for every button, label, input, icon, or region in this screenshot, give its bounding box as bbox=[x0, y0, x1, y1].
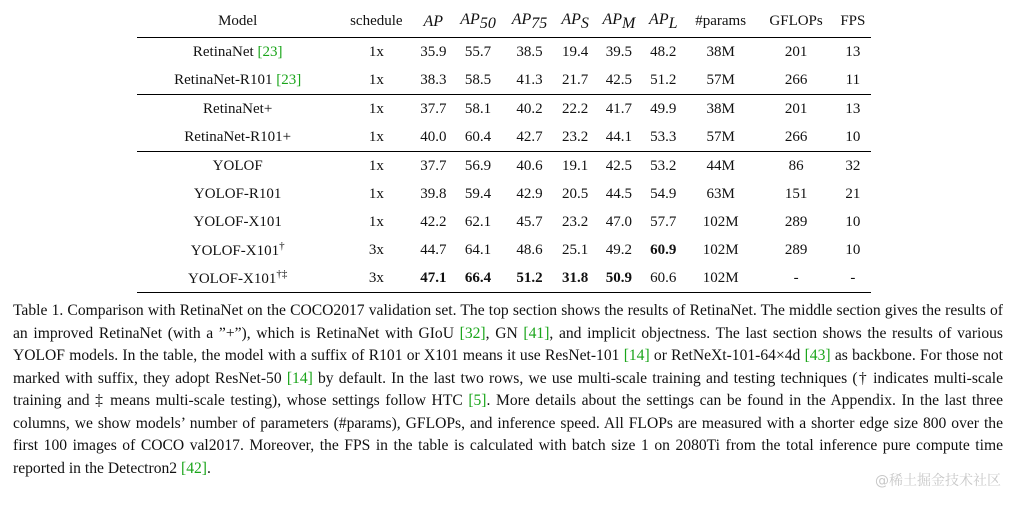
table-cell: 49.2 bbox=[605, 241, 633, 258]
table-cell: 39.8 bbox=[420, 185, 447, 202]
table-cell: 49.9 bbox=[643, 95, 684, 124]
table-cell: 20.5 bbox=[562, 185, 589, 202]
table-cell: 55.7 bbox=[464, 43, 492, 60]
table-cell: 62.1 bbox=[464, 213, 492, 230]
table-header bbox=[137, 6, 871, 38]
table-cell: 35.9 bbox=[420, 43, 447, 60]
model-name-cell bbox=[137, 95, 338, 124]
caption-text: Table 1. Comparison with RetinaNet on the COCO2017 validation set. The top section shows the results of RetinaNet. The middle section gives the results of an improved RetinaNet (with a ”+”), which is RetinaNet with GIoU bbox=[13, 302, 1003, 342]
table-cell: 21 bbox=[845, 185, 861, 202]
table-cell: 57M bbox=[706, 71, 735, 88]
column-header: FPS bbox=[840, 13, 866, 29]
table-row bbox=[137, 38, 871, 67]
table-cell: 266 bbox=[784, 71, 808, 88]
citation-link[interactable]: [23] bbox=[257, 43, 283, 60]
column-header-label: AP bbox=[460, 10, 480, 28]
table-cell: 37.7 bbox=[414, 152, 452, 181]
table-cell: 42.9 bbox=[516, 185, 543, 202]
model-name-cell bbox=[137, 123, 338, 152]
table-cell: 1x bbox=[368, 43, 384, 60]
column-header-label: AP bbox=[602, 10, 622, 28]
model-name-cell bbox=[137, 208, 338, 236]
table-section bbox=[137, 38, 871, 95]
column-header: #params bbox=[695, 13, 747, 29]
model-name: YOLOF-X101 bbox=[188, 271, 277, 287]
table-row bbox=[137, 95, 871, 124]
table-cell: 1x bbox=[338, 95, 414, 124]
column-header-subscript: M bbox=[622, 14, 636, 32]
model-name-cell bbox=[137, 38, 338, 67]
model-name-cell bbox=[137, 152, 338, 181]
model-name: RetinaNet+ bbox=[203, 100, 273, 117]
results-table-container bbox=[137, 6, 871, 293]
table-cell: 38.5 bbox=[516, 43, 543, 60]
table-cell: 57.7 bbox=[650, 213, 677, 230]
table-cell: 38.3 bbox=[420, 71, 447, 88]
table-row bbox=[137, 123, 871, 152]
column-header bbox=[643, 6, 684, 38]
table-row bbox=[137, 66, 871, 95]
table-cell: 41.7 bbox=[595, 95, 643, 124]
table-cell: 41.3 bbox=[516, 71, 543, 88]
table-cell: 60.4 bbox=[464, 128, 492, 145]
column-header bbox=[414, 6, 452, 38]
citation-link[interactable]: [41] bbox=[523, 324, 550, 342]
table-cell: 44.7 bbox=[420, 241, 447, 258]
watermark: @稀土掘金技术社区 bbox=[875, 473, 1001, 489]
table-cell: 40.2 bbox=[504, 95, 555, 124]
citation-link[interactable]: [14] bbox=[623, 347, 650, 364]
column-header-label: AP bbox=[561, 10, 581, 28]
table-row bbox=[137, 208, 871, 236]
column-header-subscript: 50 bbox=[479, 14, 496, 32]
model-name-cell bbox=[137, 66, 338, 95]
table-cell: 47.1 bbox=[414, 264, 452, 293]
table-row bbox=[137, 180, 871, 208]
table-cell: 201 bbox=[784, 43, 808, 60]
column-header-label: AP bbox=[511, 10, 532, 28]
table-cell: 39.5 bbox=[605, 43, 633, 60]
table-cell: 201 bbox=[757, 95, 834, 124]
table-cell: 22.2 bbox=[555, 95, 595, 124]
table-cell: 53.2 bbox=[643, 152, 684, 181]
column-header bbox=[452, 6, 503, 38]
table-cell: 37.7 bbox=[414, 95, 452, 124]
column-header-label: AP bbox=[649, 10, 669, 28]
table-cell: 11 bbox=[845, 71, 861, 88]
table-cell: 57M bbox=[706, 128, 735, 145]
table-cell: 13 bbox=[835, 95, 871, 124]
table-cell: 60.9 bbox=[650, 241, 677, 258]
table-cell: 51.2 bbox=[504, 264, 555, 293]
table-cell: 25.1 bbox=[562, 241, 589, 258]
table-cell: 19.1 bbox=[555, 152, 595, 181]
table-cell: 102M bbox=[702, 241, 739, 258]
table-cell: 1x bbox=[338, 152, 414, 181]
table-row bbox=[137, 264, 871, 293]
table-cell: 50.9 bbox=[595, 264, 643, 293]
table-cell: 60.6 bbox=[643, 264, 684, 293]
comparison-table bbox=[137, 6, 871, 293]
table-cell: 289 bbox=[784, 213, 808, 230]
model-name: RetinaNet bbox=[192, 43, 258, 60]
table-section bbox=[137, 95, 871, 152]
table-cell: 56.9 bbox=[452, 152, 503, 181]
caption-text: as backbone. For those not marked with suffix, they adopt ResNet-50 bbox=[13, 347, 1003, 387]
table-cell: 10 bbox=[845, 241, 861, 258]
column-header bbox=[555, 6, 595, 38]
table-cell: 42.2 bbox=[420, 213, 447, 230]
table-cell: 21.7 bbox=[562, 71, 589, 88]
table-cell: 266 bbox=[784, 128, 808, 145]
citation-link[interactable]: [43] bbox=[804, 347, 831, 364]
table-cell: 1x bbox=[368, 71, 384, 88]
table-cell: 64.1 bbox=[464, 241, 492, 258]
table-section bbox=[137, 152, 871, 293]
table-cell: 40.6 bbox=[504, 152, 555, 181]
table-cell: 38M bbox=[706, 43, 735, 60]
table-cell: 40.0 bbox=[420, 128, 447, 145]
model-name-cell bbox=[137, 264, 338, 293]
model-name: RetinaNet-R101+ bbox=[184, 128, 292, 145]
table-cell: 42.5 bbox=[605, 71, 633, 88]
table-cell: 23.2 bbox=[562, 213, 589, 230]
table-cell: 42.7 bbox=[516, 128, 543, 145]
caption-text: , GN bbox=[485, 324, 524, 342]
column-header: GFLOPs bbox=[769, 13, 823, 29]
citation-link[interactable]: [42] bbox=[181, 459, 207, 477]
caption-text: or RetNeXt-101-64×4d bbox=[649, 347, 805, 364]
table-cell: 19.4 bbox=[562, 43, 589, 60]
table-cell: 151 bbox=[784, 185, 808, 202]
table-cell: 63M bbox=[706, 185, 735, 202]
table-cell: 13 bbox=[845, 43, 861, 60]
header-row bbox=[137, 6, 871, 38]
table-cell: 45.7 bbox=[516, 213, 543, 230]
table-cell: 47.0 bbox=[605, 213, 633, 230]
column-header: Model bbox=[218, 13, 258, 29]
table-cell: - bbox=[757, 264, 834, 293]
model-superscript: † bbox=[279, 240, 285, 252]
table-cell: 86 bbox=[757, 152, 834, 181]
citation-link[interactable]: [23] bbox=[276, 71, 302, 88]
table-cell: 3x bbox=[338, 264, 414, 293]
table-cell: 44.1 bbox=[605, 128, 633, 145]
model-name: YOLOF bbox=[212, 157, 263, 174]
table-cell: 44.5 bbox=[605, 185, 633, 202]
table-cell: 32 bbox=[835, 152, 871, 181]
table-cell: 48.6 bbox=[516, 241, 543, 258]
model-name: YOLOF-X101 bbox=[190, 243, 280, 259]
table-row bbox=[137, 236, 871, 264]
citation-link[interactable]: [5] bbox=[468, 392, 487, 409]
column-header-subscript: S bbox=[580, 14, 589, 32]
table-cell: 59.4 bbox=[464, 185, 492, 202]
column-header-subscript: L bbox=[668, 14, 678, 32]
table-cell: 44M bbox=[684, 152, 758, 181]
model-superscript: †‡ bbox=[276, 268, 288, 280]
table-cell: 289 bbox=[784, 241, 808, 258]
column-header bbox=[595, 6, 643, 38]
table-row bbox=[137, 152, 871, 181]
citation-link[interactable]: [32] bbox=[459, 324, 486, 342]
model-name: YOLOF-R101 bbox=[193, 185, 282, 202]
table-cell: - bbox=[835, 264, 871, 293]
table-cell: 31.8 bbox=[555, 264, 595, 293]
table-cell: 102M bbox=[702, 213, 739, 230]
table-cell: 102M bbox=[684, 264, 758, 293]
column-header: schedule bbox=[350, 13, 403, 29]
caption-text: . More details about the settings can be found in the Appendix. In the last three columns, we show models’ number of parameters (#params), GFLOPs, and inference speed. All FLOPs are measured with a shorter edge size 800 over the first 100 images of COCO val2017. Moreover, the FPS in the table is calculated with batch size 1 on 2080Ti from the total inference pure compute time reported in the Detectron2 bbox=[13, 392, 1004, 477]
table-cell: 10 bbox=[845, 213, 861, 230]
table-cell: 48.2 bbox=[650, 43, 677, 60]
table-cell: 58.5 bbox=[464, 71, 492, 88]
model-name-cell bbox=[137, 236, 338, 264]
caption-text: . bbox=[206, 459, 211, 477]
model-name-cell bbox=[137, 180, 338, 208]
column-header-label: AP bbox=[423, 12, 444, 30]
column-header bbox=[504, 6, 555, 38]
caption-text: by default. In the last two rows, we use multi-scale training and testing techniques († indicates multi-scale training and ‡ means multi-scale testing), whose settings follow HTC bbox=[13, 369, 1003, 409]
table-cell: 38M bbox=[684, 95, 758, 124]
table-cell: 1x bbox=[368, 213, 384, 230]
table-caption bbox=[13, 300, 1003, 480]
table-cell: 1x bbox=[368, 185, 384, 202]
table-cell: 54.9 bbox=[650, 185, 677, 202]
table-cell: 58.1 bbox=[452, 95, 503, 124]
table-cell: 10 bbox=[845, 128, 861, 145]
table-cell: 51.2 bbox=[650, 71, 677, 88]
caption-text: , and implicit objectness. The last section shows the results of various YOLOF models. In the table, the model with a suffix of R101 or X101 means it use ResNet-101 bbox=[13, 324, 1004, 364]
table-cell: 23.2 bbox=[562, 128, 589, 145]
table-cell: 1x bbox=[368, 128, 384, 145]
table-cell: 66.4 bbox=[452, 264, 503, 293]
model-name: RetinaNet-R101 bbox=[174, 71, 277, 88]
model-name: YOLOF-X101 bbox=[193, 213, 282, 230]
table-cell: 3x bbox=[368, 241, 384, 258]
column-header-subscript: 75 bbox=[531, 14, 548, 32]
citation-link[interactable]: [14] bbox=[286, 369, 313, 387]
table-cell: 53.3 bbox=[650, 128, 677, 145]
table-cell: 42.5 bbox=[595, 152, 643, 181]
